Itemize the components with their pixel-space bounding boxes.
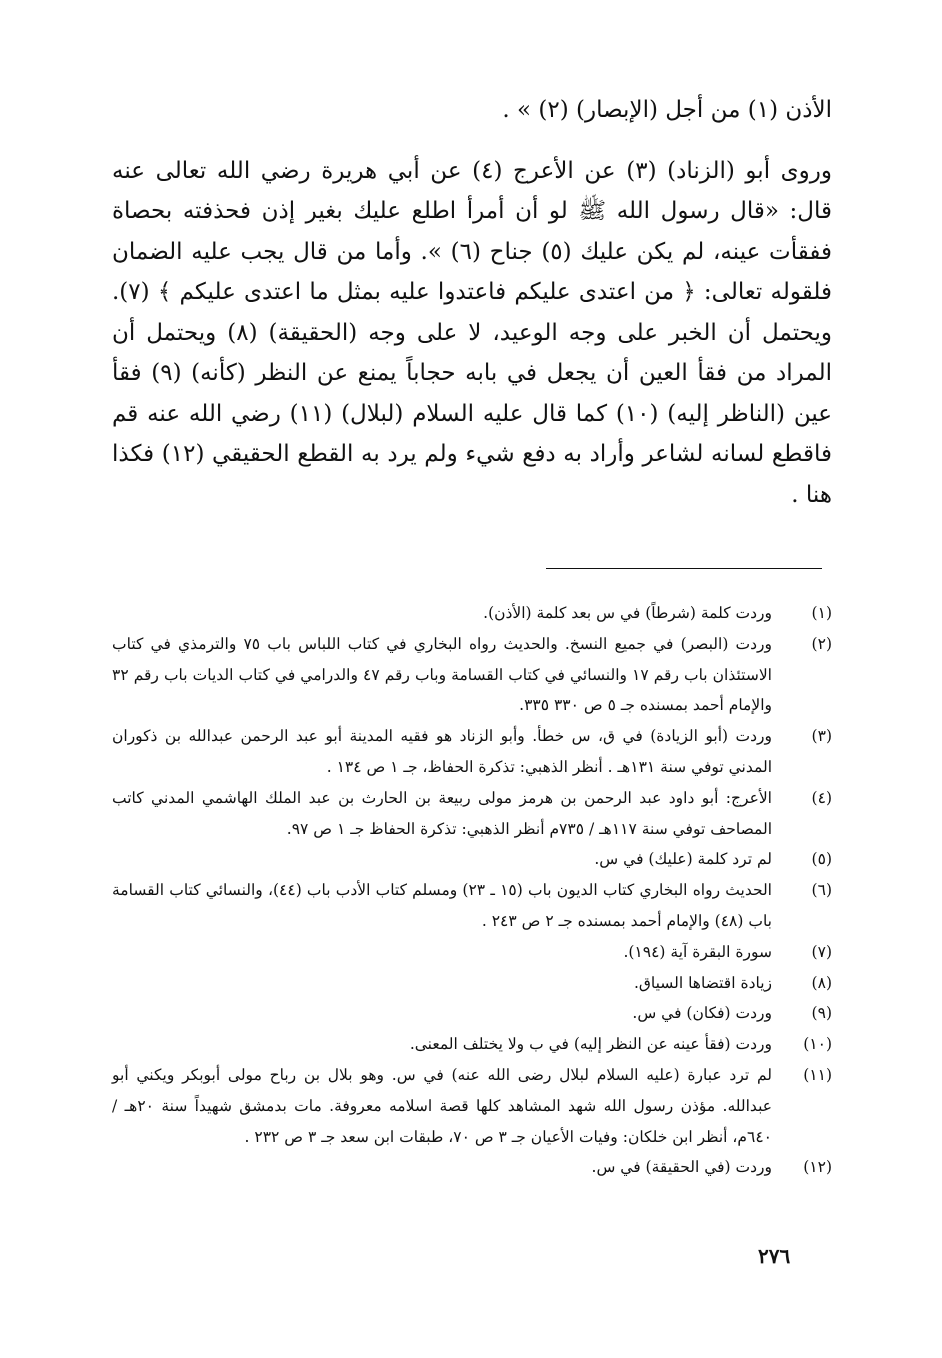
main-text [112, 90, 832, 515]
footnotes [112, 598, 832, 1183]
footnote-12 [112, 1152, 832, 1183]
footnote-number: (٤) [811, 788, 832, 807]
footnote-2 [112, 629, 832, 721]
footnote-text: وردت (فكان) في س. [632, 1004, 772, 1023]
footnote-8 [112, 968, 832, 999]
footnote-number: (١) [811, 604, 832, 622]
footnote-number: (٨) [811, 973, 832, 992]
footnote-number: (٧) [811, 942, 832, 961]
footnote-number: (١٢) [803, 1158, 832, 1177]
footnote-number: (٣) [811, 727, 832, 746]
footnote-text: وردت (فقأ عينه عن النظر إليه) في ب ولا يختلف المعنى. [409, 1035, 772, 1054]
footnote-4 [112, 783, 832, 845]
footnote-number: (١٠) [803, 1035, 832, 1054]
footnote-number: (٢) [811, 634, 832, 653]
footnote-text: الأعرج: أبو داود عبد الرحمن بن هرمز مولى ربيعة بن الحارث بن عبد الملك الهاشمي المدني كاتب المصاحف توفي سنة ١١٧هـ / ٧٣٥م أنظر الذهبي: تذكرة الحفاظ جـ ١ ص ٩٧. [112, 788, 772, 838]
footnote-9 [112, 998, 832, 1029]
footnote-text: لم ترد كلمة (عليك) في س. [594, 850, 772, 869]
footnote-number: (٦) [811, 881, 832, 900]
footnote-11 [112, 1060, 832, 1152]
footnote-number: (١١) [803, 1065, 832, 1084]
page-number: ٢٧٦ [758, 1244, 791, 1268]
footnote-number: (٩) [811, 1004, 832, 1023]
main-paragraph-1: الأذن (١) من أجل (الإبصار) (٢) » . [502, 97, 832, 123]
footnote-5 [112, 844, 832, 875]
footnote-text: لم ترد عبارة (عليه السلام لبلال رضى الله عنه) في س. وهو بلال بن رباح مولى أبوبكر ويكني أبو عبدالله. مؤذن رسول الله شهد المشاهد كلها قصة اسلامه معروفة. مات بدمشق شهيداً سنة ٢٠هـ / ٦٤٠م، أنظر ابن خلكان: وفيات الأعيان جـ ٣ ص ٧٠، طبقات ابن سعد جـ ٣ ص ٢٣٢ . [112, 1065, 772, 1146]
footnote-3 [112, 721, 832, 783]
footnote-text: سورة البقرة آية (١٩٤). [623, 942, 772, 961]
footnote-text: وردت (أبو الزيادة) في ق، س خطأ. وأبو الزناد هو فقيه المدينة أبو عبد الرحمن عبدالله بن ذكوران المدني توفي سنة ١٣١هـ . أنظر الذهبي: تذكرة الحفاظ، جـ ١ ص ١٣٤ . [112, 727, 772, 776]
footnote-text: الحديث رواه البخاري كتاب الديون باب (١٥ ـ ٢٣) ومسلم كتاب الأدب باب (٤٤)، والنسائي كتاب القسامة باب (٤٨) والإمام أحمد بمسنده جـ ٢ ص ٢٤٣ . [112, 881, 772, 930]
main-paragraph-2: وروى أبو (الزناد) (٣) عن الأعرج (٤) عن أبي هريرة رضي الله تعالى عنه قال: «قال رسول الله ﷺ لو أن أمرأ اطلع عليك بغير إذن فحذفته بحصاة ففقأت عينه، لم يكن عليك (٥) جناح (٦) ». وأما من قال يجب عليه الضمان فلقوله تعالى: ﴿ من اعتدى عليكم فاعتدوا عليه بمثل ما اعتدى عليكم ﴾ (٧). ويحتمل أن الخبر على وجه الوعيد، لا على وجه (الحقيقة) (٨) ويحتمل أن المراد من فقأ العين أن يجعل في بابه حجاباً يمنع عن النظر (كأنه) (٩) فقأ عين (الناظر إليه) (١٠) كما قال عليه السلام (لبلال) (١١) رضي الله عنه قم فاقطع لسانه لشاعر وأراد به دفع شيء ولم يرد به القطع الحقيقي (١٢) فكذا هنا . [112, 157, 833, 508]
footnote-text: وردت (في الحقيقة) في س. [591, 1158, 772, 1177]
footnote-10 [112, 1029, 832, 1060]
footnote-text: زيادة اقتضاها السياق. [633, 973, 772, 992]
footnote-6 [112, 875, 832, 937]
footnote-1 [112, 598, 832, 629]
footnote-text: وردت (البصر) في جميع النسخ. والحديث رواه البخاري في كتاب اللباس باب ٧٥ والترمذي في كتاب الاستئذان باب رقم ١٧ والنسائي في كتاب القسامة وباب رقم ٤٧ والدرامي في كتاب الديات باب رقم ٣٢ والإمام أحمد بمسنده جـ ٥ ص ٣٣٠ ٣٣٥. [112, 634, 772, 715]
footnote-7 [112, 937, 832, 968]
footnote-text: وردت كلمة (شرطاً) في س بعد كلمة (الأذن). [483, 604, 772, 622]
footnote-number: (٥) [811, 850, 832, 869]
footnote-separator [546, 568, 822, 569]
